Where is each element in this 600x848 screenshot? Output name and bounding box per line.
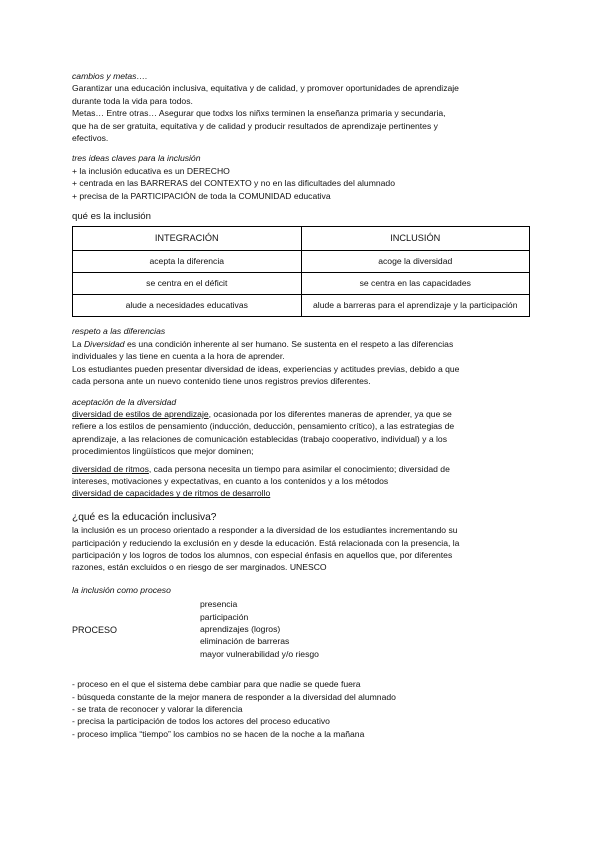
- metas-heading: cambios y metas….: [72, 71, 148, 81]
- educacion-line: participación y reduciendo la exclusión en y desde la educación. Está relacionada con la presencia, la: [72, 537, 460, 548]
- proceso-item: eliminación de barreras: [200, 636, 290, 647]
- proceso-item: participación: [200, 611, 249, 622]
- respeto-paragraph: [72, 338, 530, 350]
- ritmos-line: intereses, motivaciones y expectativas, en cuanto a los contenidos y a los métodos: [72, 475, 389, 486]
- table-cell: se centra en las capacidades: [301, 273, 530, 295]
- ritmos-term: diversidad de ritmos: [72, 463, 149, 474]
- metas-line: durante toda la vida para todos.: [72, 95, 193, 106]
- respeto-text: La: [72, 338, 84, 349]
- table-cell: acepta la diferencia: [73, 251, 302, 273]
- respeto-line: individuales y las tiene en cuenta a la hora de aprender.: [72, 351, 285, 362]
- proceso-bullet: - proceso implica “tiempo” los cambios no se hacen de la noche a la mañana: [72, 728, 365, 739]
- ritmos-paragraph: [72, 463, 530, 475]
- proceso-bullet: - búsqueda constante de la mejor manera de responder a la diversidad del alumnado: [72, 691, 396, 702]
- column-header-integracion: INTEGRACIÓN: [73, 227, 302, 251]
- table-header-row: [73, 227, 530, 251]
- proceso-bullet: - se trata de reconocer y valorar la diferencia: [72, 704, 243, 714]
- estilos-paragraph: [72, 408, 530, 420]
- educacion-inclusiva-body: [72, 524, 530, 574]
- idea-item: + precisa de la PARTICIPACIÓN de toda la COMUNIDAD educativa: [72, 190, 331, 201]
- educacion-line: la inclusión es un proceso orientado a responder a la diversidad de los estudiantes incrementando su: [72, 525, 458, 536]
- estilos-line: aprendizaje, a las relaciones de comunicación establecidas (trabajo cooperativo, individual) y a los: [72, 433, 447, 444]
- inclusion-comparison-table: [72, 226, 530, 317]
- table-cell: alude a barreras para el aprendizaje y la participación: [301, 295, 530, 317]
- metas-line: Metas… Entre otras… Asegurar que todxs los niñxs terminen la enseñanza primaria y secundaria,: [72, 108, 446, 119]
- proceso-item: mayor vulnerabilidad y/o riesgo: [200, 648, 319, 659]
- proceso-bullet: - proceso en el que el sistema debe cambiar para que nadie se quede fuera: [72, 679, 361, 690]
- ideas-list: [72, 165, 530, 202]
- respeto-line: Los estudiantes pueden presentar diversidad de ideas, experiencias y actitudes previas, debido a que: [72, 363, 460, 374]
- respeto-heading: respeto a las diferencias: [72, 326, 166, 337]
- metas-body: [72, 82, 530, 144]
- aceptacion-heading: aceptación de la diversidad: [72, 396, 177, 407]
- proceso-block: [72, 598, 530, 672]
- table-cell: acoge la diversidad: [301, 251, 530, 273]
- estilos-line: refiere a los estilos de pensamiento (inducción, deducción, pensamiento crítico), a las estrategias de: [72, 421, 455, 432]
- respeto-text: es una condición inherente al ser humano. Se sustenta en el respeto a las diferencias: [124, 338, 454, 349]
- document-page: [72, 70, 530, 740]
- proceso-bullet: - precisa la participación de todos los actores del proceso educativo: [72, 716, 330, 727]
- table-cell: alude a necesidades educativas: [73, 295, 302, 317]
- ritmos-text: , cada persona necesita un tiempo para asimilar el conocimiento; diversidad de: [148, 463, 450, 474]
- diversidad-emphasis: Diversidad: [83, 338, 125, 349]
- educacion-inclusiva-heading: ¿qué es la educación inclusiva?: [72, 511, 217, 523]
- proceso-item: presencia: [200, 599, 238, 610]
- estilos-term: diversidad de estilos de aprendizaje: [72, 408, 209, 419]
- educacion-line: participación y los logros de todos los alumnos, con especial énfasis en aquellos que, por diferentes: [72, 549, 453, 560]
- metas-line: efectivos.: [72, 133, 109, 144]
- proceso-heading: la inclusión como proceso: [72, 584, 171, 595]
- ideas-heading: tres ideas claves para la inclusión: [72, 153, 201, 164]
- table-cell: se centra en el déficit: [73, 273, 302, 295]
- column-header-inclusion: INCLUSIÓN: [301, 227, 530, 251]
- educacion-line: razones, están excluidos o en riesgo de ser marginados. UNESCO: [72, 562, 327, 573]
- respeto-line: cada persona ante un nuevo contenido tiene unos registros previos diferentes.: [72, 376, 371, 387]
- metas-line: Garantizar una educación inclusiva, equitativa y de calidad, y promover oportunidades de aprendizaje: [72, 83, 459, 94]
- proceso-bullets: [72, 678, 530, 740]
- metas-line: que ha de ser gratuita, equitativa y de calidad y producir resultados de aprendizaje pertinentes y: [72, 120, 438, 131]
- estilos-line: procedimientos lingüísticos que mejor dominen;: [72, 446, 254, 457]
- table-row: [73, 273, 530, 295]
- proceso-label: PROCESO: [72, 625, 118, 636]
- table-row: [73, 295, 530, 317]
- idea-item: + centrada en las BARRERAS del CONTEXTO y no en las dificultades del alumnado: [72, 178, 395, 189]
- proceso-items: [200, 598, 319, 660]
- table-row: [73, 251, 530, 273]
- inclusion-table-heading: qué es la inclusión: [72, 211, 151, 223]
- proceso-item: aprendizajes (logros): [200, 624, 281, 634]
- idea-item: + la inclusión educativa es un DERECHO: [72, 165, 230, 176]
- capacidades-term: diversidad de capacidades y de ritmos de desarrollo: [72, 488, 271, 499]
- estilos-text: , ocasionada por los diferentes maneras de aprender, ya que se: [208, 408, 452, 419]
